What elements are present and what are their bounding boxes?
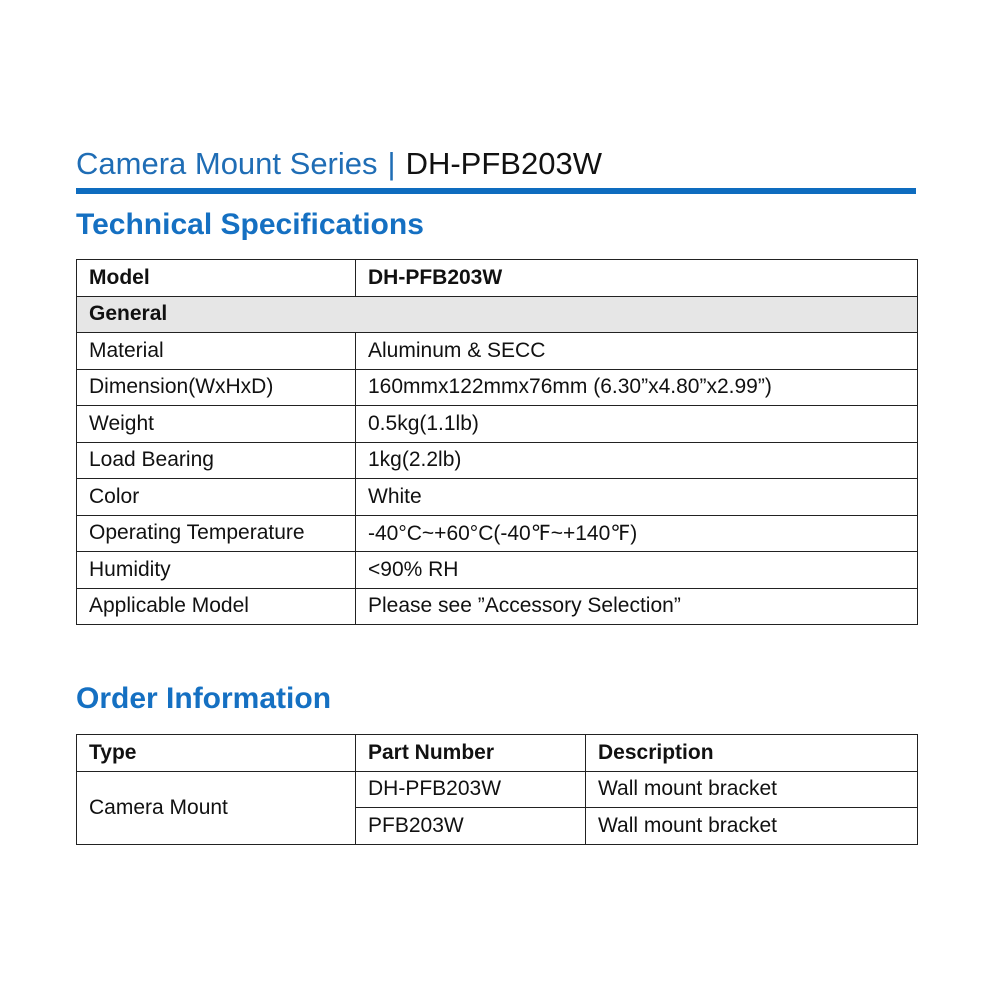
spec-row-color — [77, 479, 918, 516]
spec-row-operating-temperature — [77, 515, 918, 552]
spec-label: Operating Temperature — [77, 515, 356, 552]
column-header-type: Type — [77, 735, 356, 772]
type-cell: Camera Mount — [77, 771, 356, 844]
spec-label: Material — [77, 333, 356, 370]
order-header-row — [77, 735, 918, 772]
spec-value: <90% RH — [356, 552, 918, 589]
spec-value: 160mmx122mmx76mm (6.30”x4.80”x2.99”) — [356, 369, 918, 406]
spec-group-row — [77, 296, 918, 333]
spec-label: Applicable Model — [77, 588, 356, 625]
spec-model-row — [77, 260, 918, 297]
spec-value: Aluminum & SECC — [356, 333, 918, 370]
description-cell: Wall mount bracket — [586, 808, 918, 845]
spec-row-dimension — [77, 369, 918, 406]
spec-value: White — [356, 479, 918, 516]
spec-value: 1kg(2.2lb) — [356, 442, 918, 479]
spec-label: Humidity — [77, 552, 356, 589]
series-name: Camera Mount Series — [76, 146, 378, 181]
header-model: DH-PFB203W — [405, 146, 602, 181]
spec-value: 0.5kg(1.1lb) — [356, 406, 918, 443]
document-header — [76, 142, 916, 186]
column-header-description: Description — [586, 735, 918, 772]
spec-label: Load Bearing — [77, 442, 356, 479]
spec-label: Weight — [77, 406, 356, 443]
order-row — [77, 771, 918, 808]
spec-row-material — [77, 333, 918, 370]
part-number-cell: DH-PFB203W — [356, 771, 586, 808]
spec-row-humidity — [77, 552, 918, 589]
spec-row-load-bearing — [77, 442, 918, 479]
spec-value: Please see ”Accessory Selection” — [356, 588, 918, 625]
spec-label: Dimension(WxHxD) — [77, 369, 356, 406]
spec-label: Color — [77, 479, 356, 516]
header-separator: | — [387, 146, 396, 181]
spec-row-applicable-model — [77, 588, 918, 625]
order-section-title: Order Information — [76, 682, 332, 715]
spec-table — [76, 259, 918, 625]
spec-row-weight — [77, 406, 918, 443]
spec-section-title: Technical Specifications — [76, 208, 424, 241]
order-table — [76, 734, 918, 845]
spec-value: -40°C~+60°C(-40℉~+140℉) — [356, 515, 918, 552]
model-value: DH-PFB203W — [356, 260, 918, 297]
part-number-cell: PFB203W — [356, 808, 586, 845]
group-label: General — [77, 296, 918, 333]
model-label: Model — [77, 260, 356, 297]
column-header-part-number: Part Number — [356, 735, 586, 772]
header-rule — [76, 188, 916, 194]
description-cell: Wall mount bracket — [586, 771, 918, 808]
